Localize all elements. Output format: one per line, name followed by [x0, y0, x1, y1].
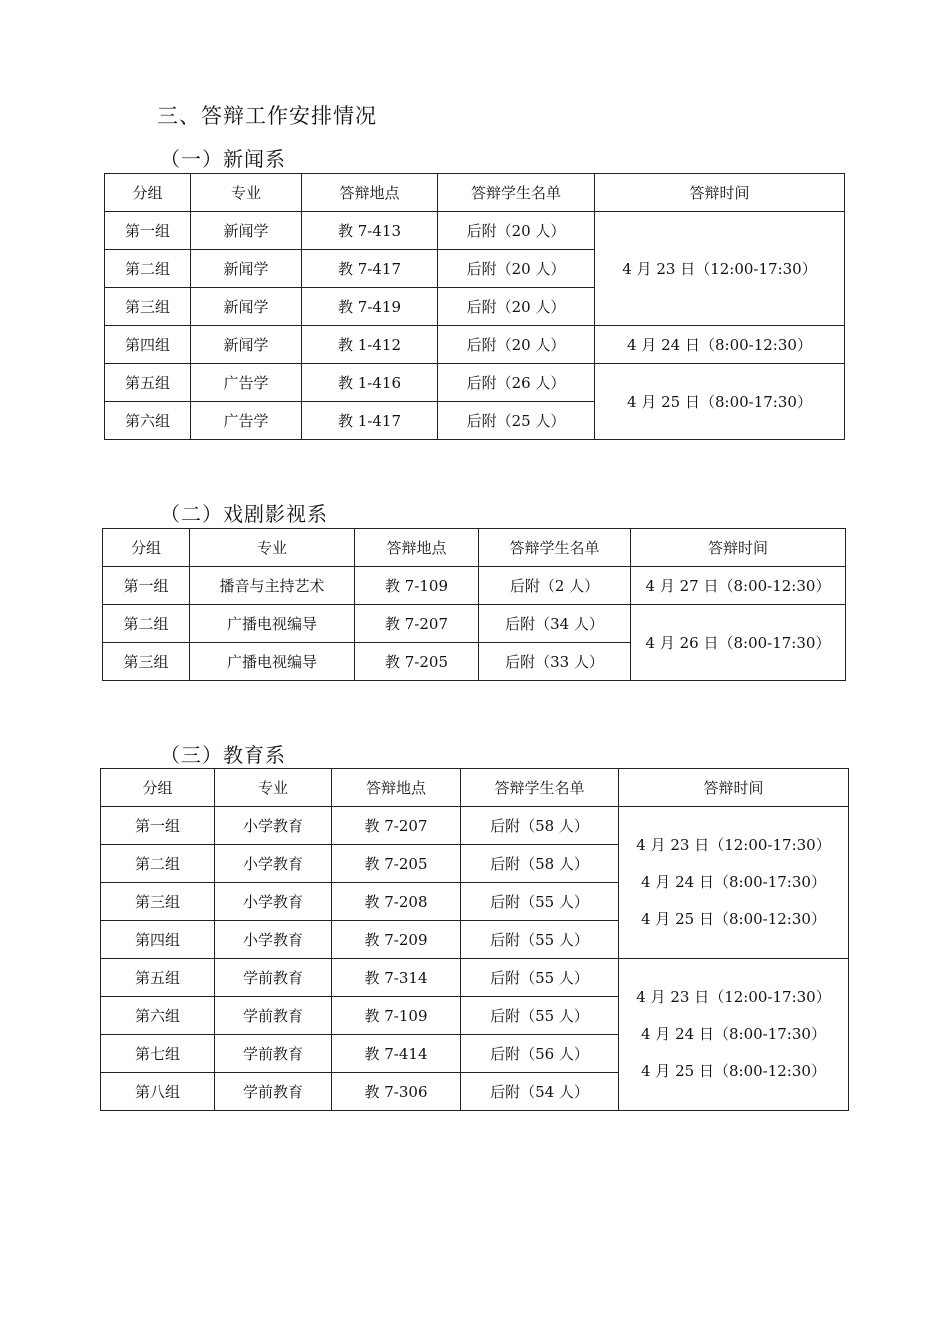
cell-major: 广播电视编导	[190, 643, 355, 681]
cell-room: 教 7-205	[355, 643, 479, 681]
cell-group: 第一组	[103, 567, 190, 605]
cell-group: 第二组	[101, 845, 215, 883]
header-room: 答辩地点	[302, 174, 438, 212]
cell-room: 教 7-417	[302, 250, 438, 288]
dept1-table	[104, 173, 845, 440]
cell-major: 学前教育	[215, 1035, 332, 1073]
cell-major: 小学教育	[215, 921, 332, 959]
cell-major: 广播电视编导	[190, 605, 355, 643]
table-header-row	[103, 529, 846, 567]
cell-major: 新闻学	[191, 212, 302, 250]
cell-group: 第三组	[105, 288, 191, 326]
cell-major: 新闻学	[191, 326, 302, 364]
time-line: 4 月 25 日（8:00-12:30）	[641, 1062, 826, 1080]
cell-major: 新闻学	[191, 288, 302, 326]
header-major: 专业	[215, 769, 332, 807]
cell-list: 后附（55 人）	[461, 921, 619, 959]
cell-list: 后附（58 人）	[461, 807, 619, 845]
cell-group: 第三组	[101, 883, 215, 921]
cell-room: 教 1-412	[302, 326, 438, 364]
section-title: 三、答辩工作安排情况	[157, 104, 377, 128]
cell-list: 后附（55 人）	[461, 883, 619, 921]
header-group: 分组	[103, 529, 190, 567]
table-header-row	[105, 174, 845, 212]
header-time: 答辩时间	[595, 174, 845, 212]
cell-major: 播音与主持艺术	[190, 567, 355, 605]
cell-time-block	[619, 959, 849, 1111]
cell-time-block	[619, 807, 849, 959]
table-row	[103, 605, 846, 643]
cell-time: 4 月 26 日（8:00-17:30）	[631, 605, 846, 681]
header-time: 答辩时间	[631, 529, 846, 567]
cell-room: 教 7-208	[332, 883, 461, 921]
header-group: 分组	[105, 174, 191, 212]
header-list: 答辩学生名单	[438, 174, 595, 212]
cell-group: 第一组	[101, 807, 215, 845]
dept3-table	[100, 768, 849, 1111]
cell-list: 后附（58 人）	[461, 845, 619, 883]
header-time: 答辩时间	[619, 769, 849, 807]
header-major: 专业	[190, 529, 355, 567]
cell-major: 新闻学	[191, 250, 302, 288]
cell-group: 第二组	[103, 605, 190, 643]
cell-list: 后附（25 人）	[438, 402, 595, 440]
cell-room: 教 1-417	[302, 402, 438, 440]
dept2-table	[102, 528, 846, 681]
cell-room: 教 7-207	[332, 807, 461, 845]
time-line: 4 月 25 日（8:00-12:30）	[641, 910, 826, 928]
cell-group: 第四组	[101, 921, 215, 959]
cell-time: 4 月 25 日（8:00-17:30）	[595, 364, 845, 440]
cell-list: 后附（20 人）	[438, 212, 595, 250]
cell-room: 教 7-205	[332, 845, 461, 883]
cell-list: 后附（26 人）	[438, 364, 595, 402]
cell-major: 学前教育	[215, 959, 332, 997]
cell-group: 第七组	[101, 1035, 215, 1073]
table-row	[101, 807, 849, 845]
dept3-title: （三）教育系	[160, 743, 286, 767]
cell-list: 后附（33 人）	[479, 643, 631, 681]
cell-list: 后附（54 人）	[461, 1073, 619, 1111]
cell-list: 后附（2 人）	[479, 567, 631, 605]
cell-major: 小学教育	[215, 845, 332, 883]
cell-list: 后附（56 人）	[461, 1035, 619, 1073]
cell-group: 第五组	[101, 959, 215, 997]
cell-major: 小学教育	[215, 883, 332, 921]
cell-room: 教 7-419	[302, 288, 438, 326]
cell-list: 后附（20 人）	[438, 288, 595, 326]
cell-time: 4 月 27 日（8:00-12:30）	[631, 567, 846, 605]
cell-room: 教 7-209	[332, 921, 461, 959]
cell-major: 学前教育	[215, 997, 332, 1035]
table-row	[103, 567, 846, 605]
cell-list: 后附（55 人）	[461, 959, 619, 997]
cell-group: 第四组	[105, 326, 191, 364]
header-room: 答辩地点	[332, 769, 461, 807]
cell-room: 教 7-413	[302, 212, 438, 250]
time-line: 4 月 23 日（12:00-17:30）	[636, 988, 831, 1006]
cell-room: 教 7-306	[332, 1073, 461, 1111]
header-major: 专业	[191, 174, 302, 212]
table-row	[105, 364, 845, 402]
header-list: 答辩学生名单	[479, 529, 631, 567]
cell-room: 教 7-314	[332, 959, 461, 997]
cell-list: 后附（20 人）	[438, 250, 595, 288]
header-group: 分组	[101, 769, 215, 807]
cell-room: 教 7-207	[355, 605, 479, 643]
header-list: 答辩学生名单	[461, 769, 619, 807]
time-line: 4 月 24 日（8:00-17:30）	[641, 1025, 826, 1043]
cell-list: 后附（20 人）	[438, 326, 595, 364]
header-room: 答辩地点	[355, 529, 479, 567]
cell-list: 后附（55 人）	[461, 997, 619, 1035]
dept1-title: （一）新闻系	[160, 147, 286, 171]
cell-group: 第三组	[103, 643, 190, 681]
time-line: 4 月 23 日（12:00-17:30）	[636, 836, 831, 854]
table-row	[105, 326, 845, 364]
table-row	[105, 212, 845, 250]
cell-group: 第五组	[105, 364, 191, 402]
cell-room: 教 1-416	[302, 364, 438, 402]
cell-major: 小学教育	[215, 807, 332, 845]
cell-group: 第二组	[105, 250, 191, 288]
table-header-row	[101, 769, 849, 807]
cell-room: 教 7-109	[332, 997, 461, 1035]
cell-group: 第六组	[101, 997, 215, 1035]
cell-major: 广告学	[191, 402, 302, 440]
cell-group: 第八组	[101, 1073, 215, 1111]
dept2-title: （二）戏剧影视系	[160, 502, 328, 526]
cell-major: 学前教育	[215, 1073, 332, 1111]
cell-time: 4 月 23 日（12:00-17:30）	[595, 212, 845, 326]
cell-time: 4 月 24 日（8:00-12:30）	[595, 326, 845, 364]
cell-list: 后附（34 人）	[479, 605, 631, 643]
cell-group: 第六组	[105, 402, 191, 440]
time-line: 4 月 24 日（8:00-17:30）	[641, 873, 826, 891]
cell-major: 广告学	[191, 364, 302, 402]
cell-room: 教 7-109	[355, 567, 479, 605]
table-row	[101, 959, 849, 997]
cell-group: 第一组	[105, 212, 191, 250]
cell-room: 教 7-414	[332, 1035, 461, 1073]
